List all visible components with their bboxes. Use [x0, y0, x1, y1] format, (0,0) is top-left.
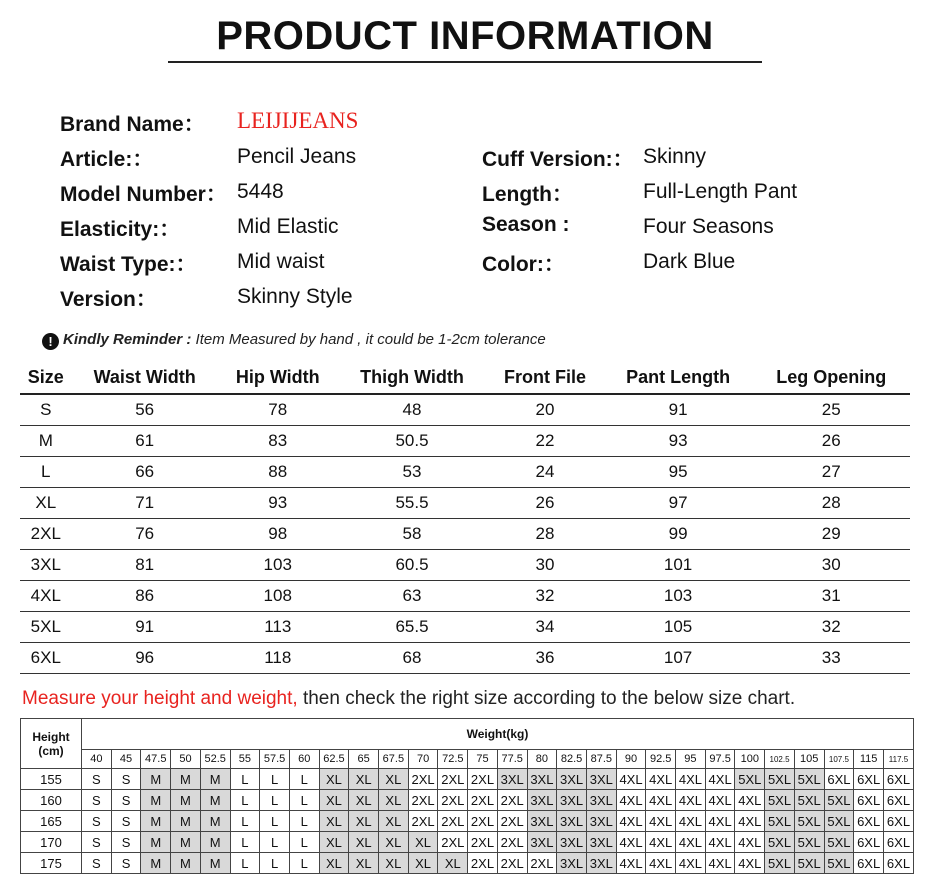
info-label: Article:：	[60, 148, 154, 171]
table-cell: 101	[604, 550, 753, 581]
table-row	[21, 769, 914, 790]
table-cell: 71	[72, 488, 218, 519]
size-cell: XL	[319, 790, 349, 811]
weight-value: 70	[408, 750, 438, 769]
size-cell: 5XL	[794, 790, 824, 811]
info-value: LEIJIJEANS	[237, 108, 359, 133]
size-cell: 2XL	[438, 811, 468, 832]
table-row	[20, 519, 910, 550]
measure-instruction-rest: then check the right size according to the below size chart.	[297, 688, 796, 709]
size-cell: L	[230, 832, 260, 853]
size-cell: 5XL	[824, 811, 854, 832]
table-row	[21, 811, 914, 832]
size-cell: 4XL	[705, 769, 735, 790]
size-cell: S	[111, 832, 141, 853]
height-value: 165	[21, 811, 82, 832]
size-cell: 6XL	[883, 769, 913, 790]
info-label: Length：	[482, 183, 573, 206]
size-cell: M	[200, 832, 230, 853]
size-cell: 5XL	[765, 769, 795, 790]
kindly-reminder	[42, 331, 546, 350]
size-cell: XL	[349, 832, 379, 853]
table-cell: 3XL	[20, 550, 72, 581]
size-cell: L	[289, 853, 319, 874]
size-cell: 2XL	[468, 853, 498, 874]
measure-instruction	[22, 688, 795, 710]
size-cell: 3XL	[557, 790, 587, 811]
page-title: PRODUCT INFORMATION	[216, 14, 714, 58]
size-cell: M	[200, 811, 230, 832]
table-cell: 32	[753, 612, 911, 643]
info-label: Version：	[60, 288, 157, 311]
weight-value: 100	[735, 750, 765, 769]
size-table-header: Size	[20, 361, 72, 394]
size-cell: 3XL	[527, 811, 557, 832]
size-cell: 6XL	[854, 811, 884, 832]
table-row	[20, 426, 910, 457]
size-cell: XL	[379, 832, 409, 853]
size-cell: XL	[379, 790, 409, 811]
size-cell: 3XL	[557, 811, 587, 832]
size-cell: L	[260, 832, 290, 853]
reminder-text: Item Measured by hand , it could be 1-2cm tolerance	[195, 331, 546, 348]
table-cell: 99	[604, 519, 753, 550]
info-label: Cuff Version:：	[482, 148, 634, 171]
size-cell: 3XL	[527, 832, 557, 853]
table-cell: 108	[218, 581, 338, 612]
size-cell: 3XL	[557, 769, 587, 790]
table-cell: M	[20, 426, 72, 457]
weight-value: 77.5	[497, 750, 527, 769]
size-cell: 2XL	[497, 790, 527, 811]
size-cell: L	[230, 790, 260, 811]
info-label: Model Number：	[60, 183, 227, 206]
size-cell: M	[141, 853, 171, 874]
size-cell: 3XL	[527, 769, 557, 790]
table-cell: 25	[753, 394, 911, 426]
size-cell: S	[82, 769, 112, 790]
size-cell: 4XL	[646, 832, 676, 853]
table-cell: 98	[218, 519, 338, 550]
table-cell: 29	[753, 519, 911, 550]
table-cell: 34	[486, 612, 603, 643]
size-cell: M	[200, 769, 230, 790]
size-cell: M	[141, 790, 171, 811]
weight-value: 87.5	[586, 750, 616, 769]
size-cell: 4XL	[735, 811, 765, 832]
table-cell: 97	[604, 488, 753, 519]
size-cell: 3XL	[586, 853, 616, 874]
size-cell: XL	[379, 853, 409, 874]
weight-value: 40	[82, 750, 112, 769]
size-cell: XL	[319, 832, 349, 853]
table-cell: 28	[753, 488, 911, 519]
size-cell: S	[82, 811, 112, 832]
size-cell: 4XL	[646, 769, 676, 790]
size-cell: 3XL	[527, 790, 557, 811]
size-cell: XL	[379, 769, 409, 790]
info-value: Four Seasons	[643, 215, 774, 238]
size-cell: 5XL	[794, 811, 824, 832]
weight-value: 102.5	[765, 750, 795, 769]
size-cell: M	[141, 832, 171, 853]
table-cell: 26	[753, 426, 911, 457]
size-cell: 5XL	[824, 832, 854, 853]
table-cell: 27	[753, 457, 911, 488]
weight-value: 107.5	[824, 750, 854, 769]
info-label: Season :	[482, 213, 570, 236]
table-cell: 83	[218, 426, 338, 457]
table-cell: 28	[486, 519, 603, 550]
table-cell: 113	[218, 612, 338, 643]
table-cell: 86	[72, 581, 218, 612]
size-cell: L	[289, 790, 319, 811]
size-cell: L	[230, 811, 260, 832]
size-measurement-table	[20, 361, 910, 674]
size-cell: 4XL	[616, 790, 646, 811]
table-row	[21, 853, 914, 874]
table-cell: 26	[486, 488, 603, 519]
size-cell: 4XL	[735, 790, 765, 811]
size-cell: M	[171, 832, 201, 853]
table-cell: S	[20, 394, 72, 426]
size-cell: XL	[319, 769, 349, 790]
weight-value: 95	[676, 750, 706, 769]
table-cell: 68	[338, 643, 487, 674]
weight-value: 67.5	[379, 750, 409, 769]
size-cell: M	[141, 769, 171, 790]
size-cell: L	[260, 769, 290, 790]
size-cell: 4XL	[616, 832, 646, 853]
title-underline	[168, 61, 762, 63]
size-cell: 6XL	[883, 853, 913, 874]
size-cell: 2XL	[468, 832, 498, 853]
height-weight-size-chart	[20, 718, 914, 874]
size-cell: S	[111, 790, 141, 811]
size-cell: 4XL	[735, 832, 765, 853]
table-cell: 91	[604, 394, 753, 426]
table-cell: XL	[20, 488, 72, 519]
weight-value: 90	[616, 750, 646, 769]
size-cell: 4XL	[705, 853, 735, 874]
size-cell: 4XL	[705, 790, 735, 811]
size-cell: 2XL	[468, 769, 498, 790]
size-cell: 6XL	[854, 769, 884, 790]
size-cell: M	[171, 790, 201, 811]
size-cell: 4XL	[735, 853, 765, 874]
size-cell: 6XL	[883, 811, 913, 832]
weight-value: 82.5	[557, 750, 587, 769]
size-cell: 2XL	[497, 832, 527, 853]
size-cell: 2XL	[497, 853, 527, 874]
size-cell: XL	[438, 853, 468, 874]
size-table-header: Pant Length	[604, 361, 753, 394]
size-cell: M	[141, 811, 171, 832]
size-cell: S	[82, 853, 112, 874]
size-cell: 2XL	[408, 790, 438, 811]
table-cell: 95	[604, 457, 753, 488]
size-cell: M	[171, 811, 201, 832]
size-cell: 3XL	[497, 769, 527, 790]
info-value: Full-Length Pant	[643, 180, 798, 203]
info-value: 5448	[237, 180, 284, 203]
table-cell: 4XL	[20, 581, 72, 612]
info-label: Waist Type:：	[60, 253, 197, 276]
table-cell: 36	[486, 643, 603, 674]
size-cell: S	[111, 769, 141, 790]
table-row	[20, 643, 910, 674]
size-table-header: Hip Width	[218, 361, 338, 394]
table-cell: 58	[338, 519, 487, 550]
table-cell: 66	[72, 457, 218, 488]
size-cell: 6XL	[883, 832, 913, 853]
size-cell: 4XL	[676, 790, 706, 811]
size-cell: S	[111, 853, 141, 874]
table-cell: 5XL	[20, 612, 72, 643]
info-value: Mid waist	[237, 250, 325, 273]
weight-value: 57.5	[260, 750, 290, 769]
weight-value: 80	[527, 750, 557, 769]
size-cell: L	[260, 790, 290, 811]
weight-value: 50	[171, 750, 201, 769]
size-cell: XL	[349, 769, 379, 790]
table-cell: 31	[753, 581, 911, 612]
info-label: Elasticity:：	[60, 218, 181, 241]
weight-value: 72.5	[438, 750, 468, 769]
table-row	[20, 488, 910, 519]
size-cell: 2XL	[527, 853, 557, 874]
size-cell: XL	[349, 790, 379, 811]
size-cell: 2XL	[408, 811, 438, 832]
size-cell: S	[82, 832, 112, 853]
size-cell: S	[82, 790, 112, 811]
table-cell: 96	[72, 643, 218, 674]
size-cell: 6XL	[854, 832, 884, 853]
height-value: 160	[21, 790, 82, 811]
weight-value: 62.5	[319, 750, 349, 769]
size-cell: L	[230, 853, 260, 874]
size-table-header: Front File	[486, 361, 603, 394]
size-cell: 6XL	[854, 790, 884, 811]
table-row	[20, 550, 910, 581]
table-cell: L	[20, 457, 72, 488]
size-cell: 4XL	[616, 811, 646, 832]
info-value: Pencil Jeans	[237, 145, 357, 168]
size-cell: 3XL	[586, 790, 616, 811]
table-cell: 93	[604, 426, 753, 457]
table-cell: 32	[486, 581, 603, 612]
weight-value: 45	[111, 750, 141, 769]
table-cell: 103	[604, 581, 753, 612]
table-cell: 91	[72, 612, 218, 643]
table-cell: 107	[604, 643, 753, 674]
size-cell: 4XL	[705, 832, 735, 853]
weight-value: 105	[794, 750, 824, 769]
table-cell: 56	[72, 394, 218, 426]
table-cell: 50.5	[338, 426, 487, 457]
size-cell: XL	[319, 811, 349, 832]
size-cell: 5XL	[824, 790, 854, 811]
table-cell: 55.5	[338, 488, 487, 519]
size-cell: 3XL	[586, 832, 616, 853]
size-cell: 5XL	[735, 769, 765, 790]
size-cell: L	[230, 769, 260, 790]
size-cell: 5XL	[765, 832, 795, 853]
table-cell: 53	[338, 457, 487, 488]
size-cell: L	[289, 811, 319, 832]
size-cell: 2XL	[438, 790, 468, 811]
size-cell: 4XL	[646, 790, 676, 811]
height-value: 175	[21, 853, 82, 874]
size-cell: XL	[349, 811, 379, 832]
size-cell: L	[260, 853, 290, 874]
size-cell: 5XL	[794, 769, 824, 790]
size-cell: 5XL	[765, 811, 795, 832]
table-cell: 60.5	[338, 550, 487, 581]
info-value: Skinny	[643, 145, 707, 168]
size-cell: XL	[319, 853, 349, 874]
table-cell: 81	[72, 550, 218, 581]
info-value: Skinny Style	[237, 285, 353, 308]
table-row	[20, 457, 910, 488]
size-cell: 4XL	[676, 769, 706, 790]
exclamation-icon: !	[42, 333, 59, 350]
height-value: 155	[21, 769, 82, 790]
weight-value: 92.5	[646, 750, 676, 769]
height-header	[21, 719, 82, 769]
table-cell: 61	[72, 426, 218, 457]
table-cell: 118	[218, 643, 338, 674]
size-cell: 3XL	[557, 832, 587, 853]
size-cell: 2XL	[468, 811, 498, 832]
size-cell: 5XL	[765, 853, 795, 874]
size-cell: 4XL	[676, 853, 706, 874]
size-cell: M	[200, 853, 230, 874]
size-cell: 5XL	[824, 853, 854, 874]
size-cell: 2XL	[438, 769, 468, 790]
size-cell: L	[289, 769, 319, 790]
table-cell: 24	[486, 457, 603, 488]
weight-value: 65	[349, 750, 379, 769]
size-cell: 2XL	[438, 832, 468, 853]
size-cell: 4XL	[616, 769, 646, 790]
size-cell: 4XL	[705, 811, 735, 832]
size-cell: 6XL	[883, 790, 913, 811]
table-row	[20, 394, 910, 426]
size-cell: XL	[408, 832, 438, 853]
size-cell: 5XL	[794, 853, 824, 874]
weight-value: 75	[468, 750, 498, 769]
table-cell: 105	[604, 612, 753, 643]
size-cell: 6XL	[824, 769, 854, 790]
weight-value: 97.5	[705, 750, 735, 769]
size-cell: 2XL	[497, 811, 527, 832]
table-cell: 93	[218, 488, 338, 519]
weight-value: 52.5	[200, 750, 230, 769]
info-label: Brand Name：	[60, 113, 205, 136]
measure-instruction-highlight: Measure your height and weight,	[22, 688, 298, 709]
size-cell: 3XL	[557, 853, 587, 874]
table-cell: 30	[486, 550, 603, 581]
height-value: 170	[21, 832, 82, 853]
weight-header: Weight(kg)	[82, 719, 914, 750]
info-value: Mid Elastic	[237, 215, 339, 238]
size-cell: 5XL	[794, 832, 824, 853]
table-row	[20, 581, 910, 612]
size-cell: XL	[379, 811, 409, 832]
size-table-header: Leg Opening	[753, 361, 911, 394]
height-unit: (cm)	[38, 743, 64, 758]
size-cell: L	[289, 832, 319, 853]
table-cell: 6XL	[20, 643, 72, 674]
table-cell: 63	[338, 581, 487, 612]
reminder-sep: :	[182, 331, 196, 348]
size-cell: M	[200, 790, 230, 811]
table-cell: 20	[486, 394, 603, 426]
table-cell: 2XL	[20, 519, 72, 550]
table-cell: 33	[753, 643, 911, 674]
size-cell: 2XL	[408, 769, 438, 790]
size-cell: L	[260, 811, 290, 832]
table-cell: 22	[486, 426, 603, 457]
table-row	[20, 612, 910, 643]
table-row	[21, 832, 914, 853]
size-cell: S	[111, 811, 141, 832]
size-table-header: Waist Width	[72, 361, 218, 394]
table-cell: 103	[218, 550, 338, 581]
size-cell: 4XL	[646, 853, 676, 874]
weight-value: 117.5	[883, 750, 913, 769]
table-cell: 65.5	[338, 612, 487, 643]
size-cell: 4XL	[676, 811, 706, 832]
size-cell: 4XL	[616, 853, 646, 874]
size-cell: XL	[408, 853, 438, 874]
table-cell: 30	[753, 550, 911, 581]
size-cell: 3XL	[586, 769, 616, 790]
table-cell: 88	[218, 457, 338, 488]
size-cell: 4XL	[646, 811, 676, 832]
size-cell: M	[171, 853, 201, 874]
size-cell: 4XL	[676, 832, 706, 853]
table-row	[21, 790, 914, 811]
weight-value: 115	[854, 750, 884, 769]
info-value: Dark Blue	[643, 250, 736, 273]
weight-value: 55	[230, 750, 260, 769]
weight-value: 60	[289, 750, 319, 769]
size-table-header: Thigh Width	[338, 361, 487, 394]
info-label: Color:：	[482, 253, 565, 276]
table-cell: 48	[338, 394, 487, 426]
size-cell: 3XL	[586, 811, 616, 832]
size-cell: XL	[349, 853, 379, 874]
size-cell: 2XL	[468, 790, 498, 811]
size-cell: 6XL	[854, 853, 884, 874]
table-cell: 76	[72, 519, 218, 550]
table-cell: 78	[218, 394, 338, 426]
weight-value: 47.5	[141, 750, 171, 769]
reminder-prefix: Kindly Reminder	[63, 331, 183, 348]
size-cell: M	[171, 769, 201, 790]
height-label: Height	[32, 729, 70, 744]
size-cell: 5XL	[765, 790, 795, 811]
